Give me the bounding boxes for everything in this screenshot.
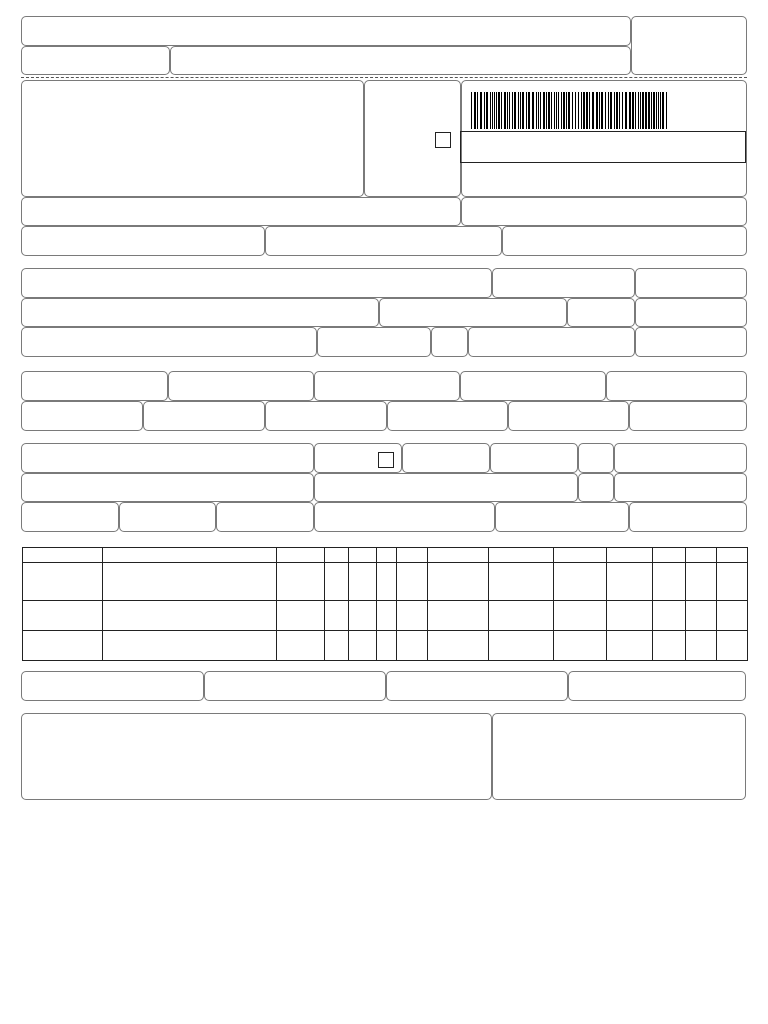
- icms-st-base-field[interactable]: [314, 371, 460, 401]
- issuer-info-box: [21, 80, 364, 197]
- table-header-cell: [23, 548, 103, 563]
- authorization-protocol-field[interactable]: [461, 197, 747, 226]
- table-cell[interactable]: [397, 631, 428, 661]
- icms-value-field[interactable]: [168, 371, 314, 401]
- table-cell[interactable]: [397, 563, 428, 601]
- table-cell[interactable]: [397, 601, 428, 631]
- table-cell[interactable]: [277, 563, 325, 601]
- table-cell[interactable]: [428, 631, 489, 661]
- recipient-phone-field[interactable]: [317, 327, 431, 357]
- operation-nature-field[interactable]: [21, 197, 461, 226]
- table-cell[interactable]: [277, 631, 325, 661]
- table-row: [23, 601, 748, 631]
- issuer-cnpj-field[interactable]: [502, 226, 747, 256]
- services-total-field[interactable]: [204, 671, 386, 701]
- table-cell[interactable]: [489, 563, 554, 601]
- table-cell[interactable]: [23, 631, 103, 661]
- table-cell[interactable]: [607, 601, 653, 631]
- discount-field[interactable]: [265, 401, 387, 431]
- table-cell[interactable]: [377, 601, 397, 631]
- receipt-signature-field[interactable]: [170, 46, 631, 75]
- cut-line: [21, 77, 747, 78]
- table-cell[interactable]: [277, 601, 325, 631]
- table-cell[interactable]: [489, 601, 554, 631]
- table-cell[interactable]: [717, 563, 748, 601]
- table-row: [23, 563, 748, 601]
- table-cell[interactable]: [103, 563, 277, 601]
- table-header-cell: [653, 548, 686, 563]
- carrier-cnpj-field[interactable]: [614, 443, 747, 473]
- table-cell[interactable]: [325, 631, 349, 661]
- recipient-zip-field[interactable]: [567, 298, 635, 327]
- table-cell[interactable]: [377, 631, 397, 661]
- table-header-cell: [686, 548, 717, 563]
- items-table: [22, 547, 748, 661]
- table-header-cell: [428, 548, 489, 563]
- table-cell[interactable]: [653, 631, 686, 661]
- products-total-field[interactable]: [606, 371, 747, 401]
- recipient-cnpj-field[interactable]: [492, 268, 635, 298]
- ipi-value-field[interactable]: [508, 401, 629, 431]
- table-cell[interactable]: [607, 563, 653, 601]
- table-cell[interactable]: [554, 563, 607, 601]
- table-header-cell: [349, 548, 377, 563]
- antt-code-field[interactable]: [402, 443, 490, 473]
- table-cell[interactable]: [103, 601, 277, 631]
- entry-exit-time-field[interactable]: [635, 327, 747, 357]
- table-cell[interactable]: [653, 563, 686, 601]
- invoice-total-field[interactable]: [629, 401, 747, 431]
- recipient-address-field[interactable]: [21, 298, 379, 327]
- table-cell[interactable]: [607, 631, 653, 661]
- table-cell[interactable]: [554, 631, 607, 661]
- table-header-cell: [489, 548, 554, 563]
- table-cell[interactable]: [325, 563, 349, 601]
- table-row: [23, 631, 748, 661]
- entry-exit-date-field[interactable]: [635, 298, 747, 327]
- complementary-info-field[interactable]: [21, 713, 492, 800]
- table-cell[interactable]: [349, 631, 377, 661]
- other-expenses-field[interactable]: [387, 401, 508, 431]
- volume-numbering-field[interactable]: [314, 502, 495, 532]
- table-cell[interactable]: [325, 601, 349, 631]
- issue-date-field[interactable]: [635, 268, 747, 298]
- table-cell[interactable]: [554, 601, 607, 631]
- carrier-name-field[interactable]: [21, 443, 314, 473]
- receipt-declaration-field[interactable]: [21, 16, 631, 46]
- vehicle-plate-field[interactable]: [490, 443, 578, 473]
- carrier-state-registration-field[interactable]: [614, 473, 747, 502]
- volume-quantity-field[interactable]: [21, 502, 119, 532]
- items-table-header-row: [23, 548, 748, 563]
- table-cell[interactable]: [686, 631, 717, 661]
- volume-species-field[interactable]: [119, 502, 216, 532]
- receipt-number-box: [631, 16, 747, 75]
- table-header-cell: [554, 548, 607, 563]
- municipal-registration-field[interactable]: [21, 671, 204, 701]
- carrier-city-field[interactable]: [314, 473, 578, 502]
- insurance-value-field[interactable]: [143, 401, 265, 431]
- entry-exit-checkbox[interactable]: [435, 132, 451, 148]
- recipient-state-registration-field[interactable]: [468, 327, 635, 357]
- access-key-field[interactable]: [460, 131, 746, 163]
- volume-brand-field[interactable]: [216, 502, 314, 532]
- issqn-base-field[interactable]: [386, 671, 568, 701]
- vehicle-state-field[interactable]: [578, 443, 614, 473]
- table-cell[interactable]: [23, 563, 103, 601]
- recipient-state-field[interactable]: [431, 327, 468, 357]
- table-cell[interactable]: [428, 601, 489, 631]
- table-cell[interactable]: [349, 601, 377, 631]
- table-cell[interactable]: [686, 601, 717, 631]
- recipient-city-field[interactable]: [21, 327, 317, 357]
- table-cell[interactable]: [717, 631, 748, 661]
- recipient-district-field[interactable]: [379, 298, 567, 327]
- table-cell[interactable]: [489, 631, 554, 661]
- table-header-cell: [377, 548, 397, 563]
- table-header-cell: [607, 548, 653, 563]
- recipient-name-field[interactable]: [21, 268, 492, 298]
- barcode-icon: [471, 92, 671, 129]
- table-cell[interactable]: [428, 563, 489, 601]
- icms-base-field[interactable]: [21, 371, 168, 401]
- table-cell[interactable]: [349, 563, 377, 601]
- table-cell[interactable]: [653, 601, 686, 631]
- table-cell[interactable]: [686, 563, 717, 601]
- table-cell[interactable]: [377, 563, 397, 601]
- net-weight-field[interactable]: [629, 502, 747, 532]
- table-cell[interactable]: [23, 601, 103, 631]
- table-header-cell: [277, 548, 325, 563]
- state-registration-substitute-field[interactable]: [265, 226, 502, 256]
- gross-weight-field[interactable]: [495, 502, 629, 532]
- table-cell[interactable]: [717, 601, 748, 631]
- carrier-state-field[interactable]: [578, 473, 614, 502]
- freight-payer-checkbox[interactable]: [378, 452, 394, 468]
- tax-authority-reserved-field[interactable]: [492, 713, 746, 800]
- issqn-value-field[interactable]: [568, 671, 746, 701]
- freight-value-field[interactable]: [21, 401, 143, 431]
- receipt-date-field[interactable]: [21, 46, 170, 75]
- carrier-address-field[interactable]: [21, 473, 314, 502]
- state-registration-field[interactable]: [21, 226, 265, 256]
- icms-st-value-field[interactable]: [460, 371, 606, 401]
- table-header-cell: [325, 548, 349, 563]
- table-header-cell: [717, 548, 748, 563]
- table-header-cell: [397, 548, 428, 563]
- table-cell[interactable]: [103, 631, 277, 661]
- table-header-cell: [103, 548, 277, 563]
